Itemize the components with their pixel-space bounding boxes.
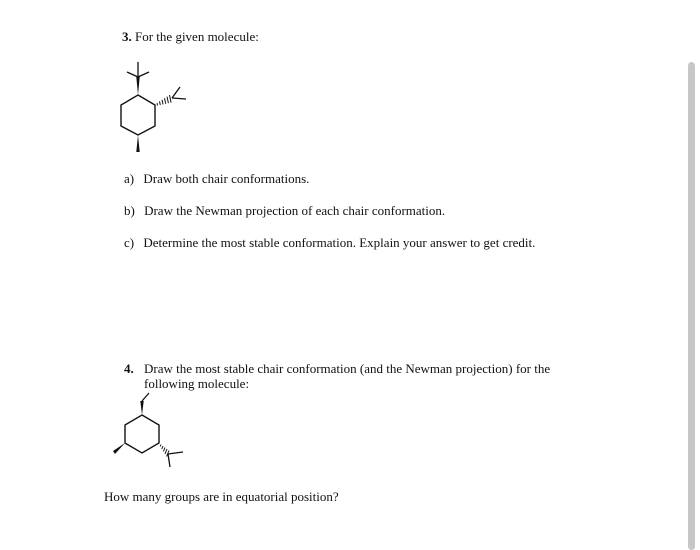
molecule-1-ring	[121, 95, 155, 135]
molecule-2-wedge-left	[113, 443, 125, 454]
q4-number: 4.	[124, 361, 134, 376]
q3-part-a	[124, 171, 309, 187]
molecule-1-structure	[100, 55, 200, 155]
part-label: c)	[124, 235, 135, 250]
molecule-2-wedge-top	[140, 401, 143, 415]
molecule-2-isopropyl-bond	[168, 452, 183, 454]
part-label: b)	[124, 203, 135, 218]
molecule-2-isopropyl-bond	[168, 454, 170, 467]
molecule-1-wedge-bottom	[136, 135, 139, 152]
q3-heading	[122, 29, 259, 45]
molecule-1-isopropyl-bond	[172, 98, 186, 99]
q3-part-b	[124, 203, 445, 219]
molecule-1-tbutyl-bond	[127, 72, 138, 77]
q3-number: 3.	[122, 29, 132, 44]
molecule-2-methyl-bond	[142, 393, 149, 401]
part-text: Draw both chair conformations.	[143, 171, 310, 186]
q3-prompt: For the given molecule:	[135, 29, 259, 44]
q3-part-c	[124, 235, 535, 251]
molecule-1-isopropyl-bond	[172, 87, 180, 98]
molecule-1-tbutyl-bond	[138, 72, 149, 77]
part-text: Determine the most stable conformation. Explain your answer to get credit.	[143, 235, 536, 250]
vertical-scrollbar[interactable]	[688, 62, 695, 550]
part-label: a)	[124, 171, 135, 186]
equatorial-question: How many groups are in equatorial position?	[104, 489, 339, 504]
molecule-1-hash-bond	[157, 95, 171, 106]
molecule-2-ring	[125, 415, 159, 453]
q4-prompt: Draw the most stable chair conformation (and the Newman projection) for the following molecule:	[144, 361, 551, 391]
molecule-2-structure	[100, 385, 200, 485]
molecule-1-wedge-top	[136, 77, 139, 95]
part-text: Draw the Newman projection of each chair conformation.	[144, 203, 446, 218]
